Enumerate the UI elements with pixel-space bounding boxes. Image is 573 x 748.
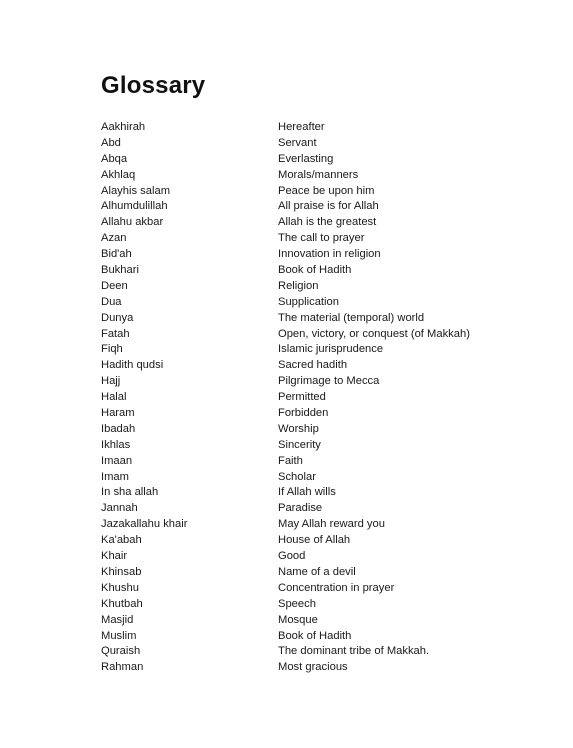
glossary-term: Khushu bbox=[101, 581, 139, 594]
glossary-definition: Morals/manners bbox=[278, 168, 359, 181]
glossary-term: Khair bbox=[101, 550, 128, 563]
glossary-entry bbox=[101, 279, 541, 295]
glossary-definition: If Allah wills bbox=[278, 486, 336, 499]
glossary-term: Jazakallahu khair bbox=[101, 518, 188, 531]
glossary-definition: May Allah reward you bbox=[278, 518, 385, 531]
glossary-term: Imaan bbox=[101, 454, 133, 467]
glossary-term: Fatah bbox=[101, 327, 130, 340]
glossary-definition: Permitted bbox=[278, 391, 326, 404]
glossary-entry bbox=[101, 613, 541, 629]
glossary-definition: The call to prayer bbox=[278, 232, 365, 245]
glossary-entry bbox=[101, 295, 541, 311]
glossary-entry bbox=[101, 581, 541, 597]
glossary-entry bbox=[101, 565, 541, 581]
glossary-entry bbox=[101, 501, 541, 517]
glossary-term: Fiqh bbox=[101, 343, 123, 356]
glossary-definition: The dominant tribe of Makkah. bbox=[278, 645, 430, 658]
glossary-term: Bid'ah bbox=[101, 248, 132, 261]
glossary-entry bbox=[101, 390, 541, 406]
glossary-entry bbox=[101, 168, 541, 184]
glossary-definition: All praise is for Allah bbox=[278, 200, 379, 213]
glossary-term: Khutbah bbox=[101, 597, 143, 610]
glossary-term: Dunya bbox=[101, 311, 134, 324]
glossary-entry bbox=[101, 152, 541, 168]
glossary-definition: The material (temporal) world bbox=[278, 311, 425, 324]
glossary-definition: Speech bbox=[278, 597, 316, 610]
glossary-entry bbox=[101, 629, 541, 645]
glossary-definition: Forbidden bbox=[278, 407, 329, 420]
glossary-term: Ikhlas bbox=[101, 438, 131, 451]
glossary-term: Quraish bbox=[101, 645, 141, 658]
glossary-term: Ibadah bbox=[101, 422, 136, 435]
glossary-definition: Peace be upon him bbox=[278, 184, 375, 197]
glossary-definition: Name of a devil bbox=[278, 565, 356, 578]
glossary-definition: Good bbox=[278, 550, 306, 563]
glossary-entry bbox=[101, 311, 541, 327]
glossary-entry bbox=[101, 533, 541, 549]
glossary-term: Halal bbox=[101, 391, 127, 404]
glossary-definition: Worship bbox=[278, 422, 319, 435]
glossary-definition: Open, victory, or conquest (of Makkah) bbox=[278, 327, 470, 340]
glossary-entry bbox=[101, 454, 541, 470]
glossary-definition: Mosque bbox=[278, 613, 318, 626]
glossary-term: Aakhirah bbox=[101, 121, 146, 133]
glossary-definition: Hereafter bbox=[278, 121, 325, 133]
glossary-entry bbox=[101, 485, 541, 501]
glossary-entry bbox=[101, 406, 541, 422]
glossary-entry bbox=[101, 136, 541, 152]
glossary-entry bbox=[101, 470, 541, 486]
glossary-definition: Allah is the greatest bbox=[278, 216, 377, 229]
glossary-definition: Book of Hadith bbox=[278, 629, 352, 642]
glossary-term: Abqa bbox=[101, 152, 128, 165]
glossary-term: Haram bbox=[101, 407, 135, 420]
glossary-term: Dua bbox=[101, 295, 122, 308]
glossary-definition: Scholar bbox=[278, 470, 316, 483]
glossary-entry bbox=[101, 199, 541, 215]
glossary-entry bbox=[101, 597, 541, 613]
glossary-term: Azan bbox=[101, 232, 127, 245]
glossary-list bbox=[101, 120, 541, 676]
glossary-entry bbox=[101, 422, 541, 438]
glossary-term: Khinsab bbox=[101, 565, 142, 578]
glossary-term: Imam bbox=[101, 470, 129, 483]
glossary-definition: Faith bbox=[278, 454, 303, 467]
glossary-definition: Islamic jurisprudence bbox=[278, 343, 384, 356]
glossary-definition: Book of Hadith bbox=[278, 264, 352, 277]
glossary-entry bbox=[101, 374, 541, 390]
glossary-entry bbox=[101, 660, 541, 676]
glossary-term: Hajj bbox=[101, 375, 121, 388]
glossary-entry bbox=[101, 342, 541, 358]
glossary-definition: Concentration in prayer bbox=[278, 581, 395, 594]
glossary-entry bbox=[101, 358, 541, 374]
glossary-term: Allahu akbar bbox=[101, 216, 164, 229]
glossary-definition: House of Allah bbox=[278, 534, 351, 547]
glossary-term: Bukhari bbox=[101, 264, 139, 277]
glossary-term: Rahman bbox=[101, 661, 144, 674]
glossary-entry bbox=[101, 549, 541, 565]
glossary-definition: Everlasting bbox=[278, 152, 334, 165]
glossary-term: Alayhis salam bbox=[101, 184, 171, 197]
glossary-definition: Innovation in religion bbox=[278, 248, 381, 261]
glossary-term: Akhlaq bbox=[101, 168, 136, 181]
glossary-entry bbox=[101, 263, 541, 279]
glossary-definition: Sincerity bbox=[278, 438, 321, 451]
glossary-entry bbox=[101, 644, 541, 660]
glossary-term: Jannah bbox=[101, 502, 138, 515]
glossary-term: Alhumdulillah bbox=[101, 200, 168, 213]
glossary-entry bbox=[101, 184, 541, 200]
glossary-definition: Servant bbox=[278, 136, 317, 149]
glossary-definition: Supplication bbox=[278, 295, 339, 308]
glossary-term: Deen bbox=[101, 279, 128, 292]
glossary-entry bbox=[101, 517, 541, 533]
glossary-entry bbox=[101, 327, 541, 343]
glossary-entry bbox=[101, 247, 541, 263]
glossary-term: Ka'abah bbox=[101, 534, 142, 547]
glossary-term: Abd bbox=[101, 136, 121, 149]
glossary-entry bbox=[101, 231, 541, 247]
glossary-entry bbox=[101, 215, 541, 231]
glossary-definition: Sacred hadith bbox=[278, 359, 348, 372]
glossary-definition: Religion bbox=[278, 279, 319, 292]
glossary-entry bbox=[101, 120, 541, 136]
glossary-definition: Pilgrimage to Mecca bbox=[278, 375, 380, 388]
glossary-term: Hadith qudsi bbox=[101, 359, 164, 372]
glossary-term: Muslim bbox=[101, 629, 137, 642]
glossary-term: Masjid bbox=[101, 613, 134, 626]
page-title: Glossary bbox=[101, 72, 206, 99]
glossary-definition: Paradise bbox=[278, 502, 323, 515]
glossary-entry bbox=[101, 438, 541, 454]
glossary-definition: Most gracious bbox=[278, 661, 348, 674]
glossary-term: In sha allah bbox=[101, 486, 159, 499]
